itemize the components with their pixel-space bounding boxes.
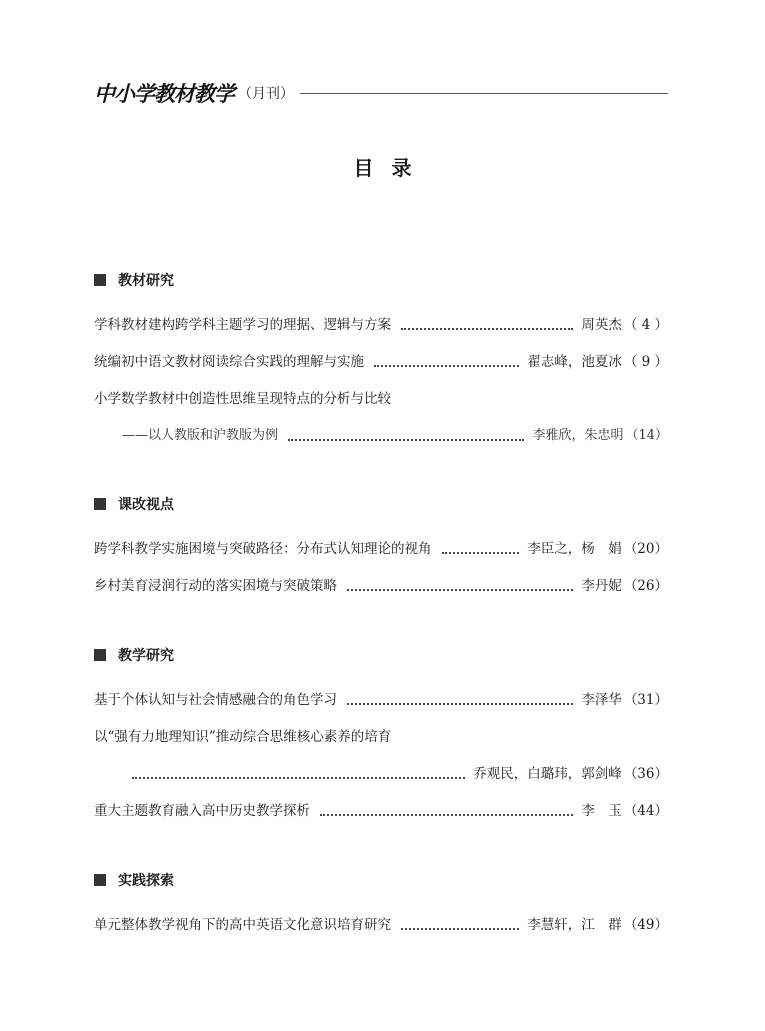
entry-page: （ 9 ） — [623, 354, 668, 370]
entry-author: 李丹妮 — [581, 578, 622, 594]
section-practice-exploration — [94, 870, 668, 935]
leader-dots — [132, 777, 465, 779]
section-label: 教学研究 — [118, 648, 174, 664]
section-heading — [94, 870, 668, 890]
toc-entry[interactable] — [94, 559, 668, 596]
entry-title: 跨学科教学实施困境与突破路径：分布式认知理论的视角 — [94, 541, 432, 557]
journal-logo: 中小学教材教学 — [94, 82, 234, 106]
section-heading — [94, 645, 668, 665]
entry-title: 重大主题教育融入高中历史教学探析 — [94, 803, 310, 819]
entry-page: （36） — [623, 766, 668, 782]
entry-subtitle: ——以人教版和沪教版为例 — [122, 428, 279, 443]
toc-entry[interactable] — [94, 710, 668, 747]
section-label: 实践探索 — [118, 873, 174, 889]
toc-entry[interactable] — [94, 298, 668, 335]
entry-author: 李泽华 — [581, 692, 622, 708]
leader-dots — [442, 552, 520, 554]
header-rule — [300, 93, 668, 94]
journal-header — [94, 78, 668, 108]
page-title — [0, 152, 765, 181]
leader-dots — [401, 928, 519, 930]
section-curriculum-reform — [94, 494, 668, 596]
toc-entry-subtitle[interactable] — [94, 409, 668, 446]
entry-page: （49） — [623, 917, 668, 933]
page-title-char-2: 录 — [391, 156, 412, 180]
entry-page: （31） — [623, 692, 668, 708]
entry-author: 李慧轩，江 群 — [527, 917, 622, 933]
entry-title: 小学数学教材中创造性思维呈现特点的分析与比较 — [94, 391, 391, 407]
toc-entry[interactable] — [94, 784, 668, 821]
toc-entry[interactable] — [94, 673, 668, 710]
entry-title: 单元整体教学视角下的高中英语文化意识培育研究 — [94, 917, 391, 933]
toc-entry[interactable] — [94, 335, 668, 372]
leader-dots — [347, 703, 573, 705]
section-label: 教材研究 — [118, 273, 174, 289]
entry-author: 周英杰 — [581, 317, 622, 333]
section-label: 课改视点 — [118, 497, 174, 513]
section-textbook-research — [94, 270, 668, 446]
toc-entry[interactable] — [94, 372, 668, 409]
section-heading — [94, 270, 668, 290]
toc-entry-continuation[interactable] — [94, 747, 668, 784]
entry-page: （26） — [623, 578, 668, 594]
section-square-icon — [94, 649, 106, 661]
toc-entry[interactable] — [94, 522, 668, 559]
entry-title: 乡村美育浸润行动的落实困境与突破策略 — [94, 578, 337, 594]
section-heading — [94, 494, 668, 514]
leader-dots — [320, 814, 573, 816]
section-square-icon — [94, 874, 106, 886]
entry-page: （44） — [623, 803, 668, 819]
entry-author: 翟志峰，池夏冰 — [527, 354, 622, 370]
entry-author: 李雅欣，朱忠明 — [532, 428, 624, 443]
leader-dots — [288, 439, 524, 441]
section-teaching-research — [94, 645, 668, 821]
leader-dots — [347, 589, 573, 591]
entry-page: （14） — [625, 428, 668, 443]
entry-title: 学科教材建构跨学科主题学习的理据、逻辑与方案 — [94, 317, 391, 333]
leader-dots — [401, 328, 573, 330]
journal-frequency: （月刊） — [238, 86, 294, 102]
entry-title: 统编初中语文教材阅读综合实践的理解与实施 — [94, 354, 364, 370]
entry-page: （20） — [623, 541, 668, 557]
entry-page: （ 4 ） — [623, 317, 668, 333]
toc-entry[interactable] — [94, 898, 668, 935]
entry-title: 基于个体认知与社会情感融合的角色学习 — [94, 692, 337, 708]
entry-title: 以“强有力地理知识”推动综合思维核心素养的培育 — [94, 729, 392, 745]
section-square-icon — [94, 274, 106, 286]
leader-dots — [374, 365, 519, 367]
section-square-icon — [94, 498, 106, 510]
page-title-char-1: 目 — [353, 156, 374, 180]
entry-author: 李臣之，杨 娟 — [527, 541, 622, 557]
entry-author: 李 玉 — [581, 803, 622, 819]
entry-author: 乔观民，白璐玮，郭剑峰 — [473, 766, 622, 782]
